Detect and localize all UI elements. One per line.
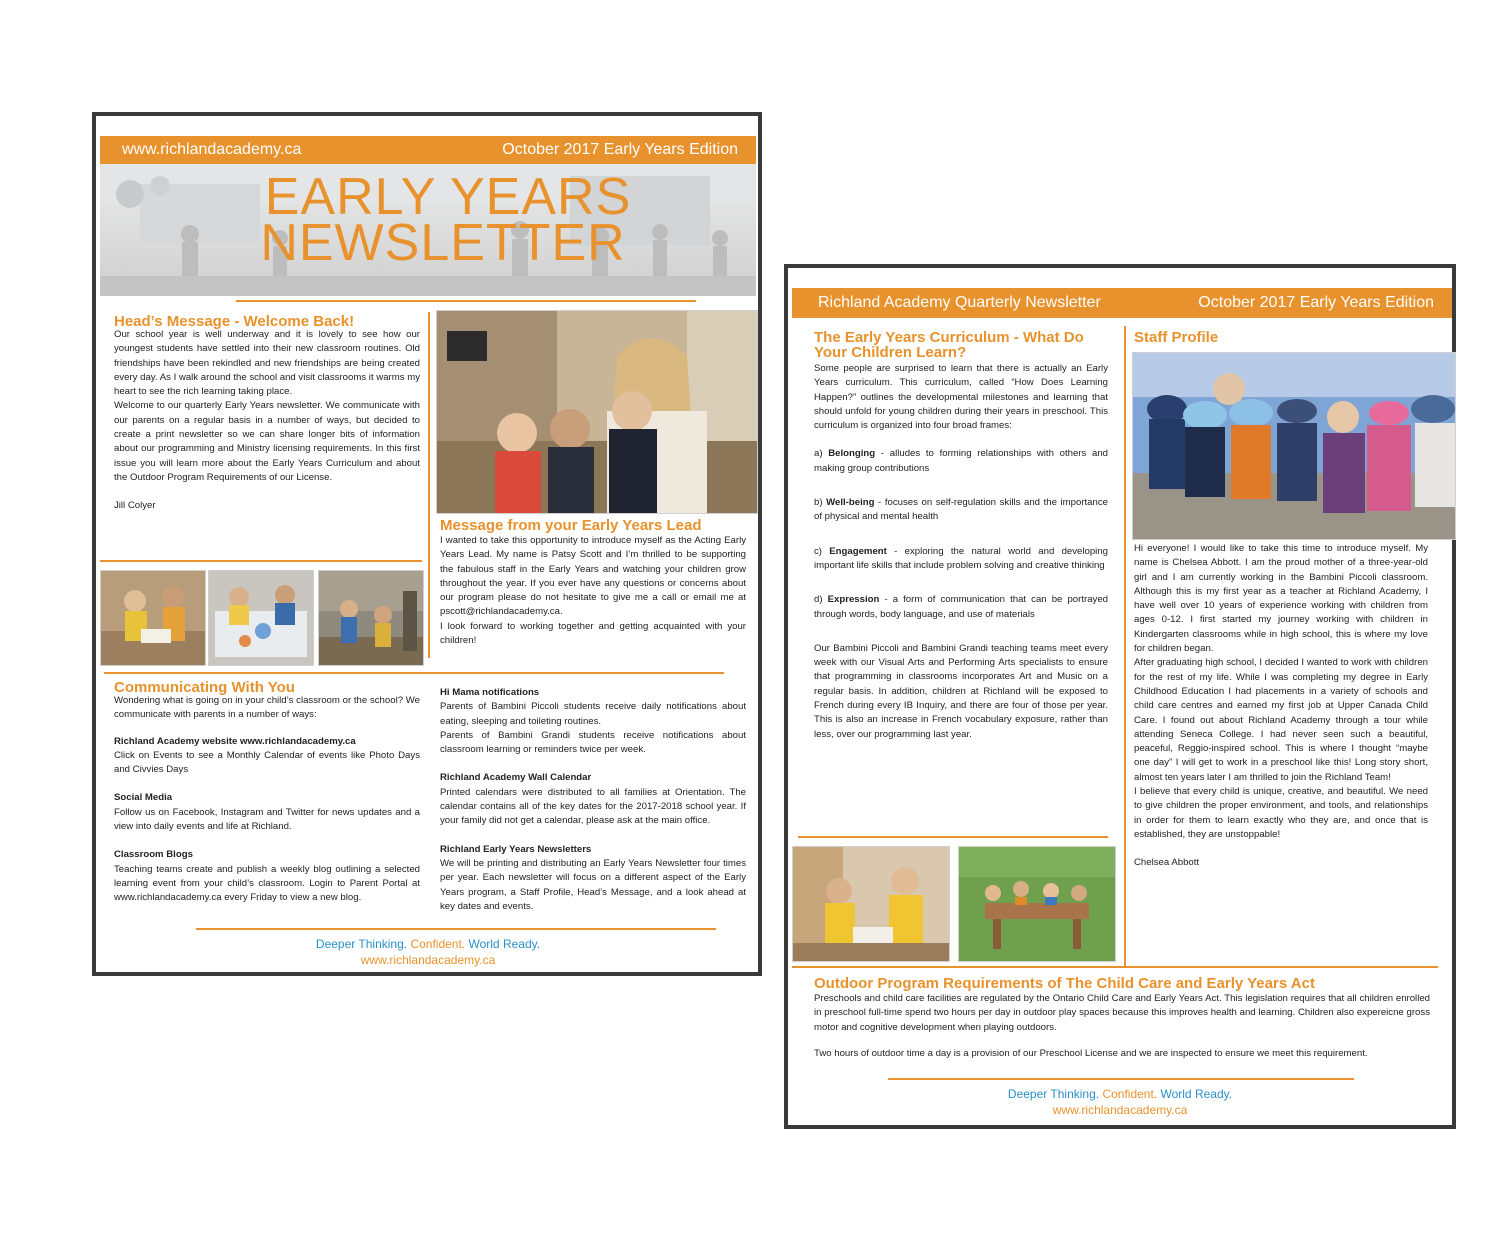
outdoor-body [814, 992, 1430, 1061]
heads-message-p2: Welcome to our quarterly Early Years newsletter. We communicate with our parents on a regular basis in a number of ways, but decided to create a print newsletter so we can share longer bits of information about our programming and Ministry licensing requirements. In this first issue you will learn more about the Early Years Curriculum and about the Outdoor Program Requirements of our License. [114, 400, 420, 483]
page1-header-bar [100, 136, 756, 164]
title-line-2: NEWSLETTER [260, 214, 626, 272]
page1-footer [96, 936, 760, 968]
comm-item-title: Social Media [114, 792, 173, 804]
outdoor-top-divider [792, 966, 1438, 968]
comm-item-body: Teaching teams create and publish a weekly blog outlining a selected learning event from your child’s classroom. Login to Parent Portal at www.richlandacademy.ca every Friday to view a new blog. [114, 863, 420, 904]
lead-message-p1: I wanted to take this opportunity to introduce myself as the Acting Early Years Lead. My name is Patsy Scott and I’m thrilled to be supporting the fabulous staff in the Early Years and watching your children grow throughout the year. If you ever have any questions or concerns about our program please do not hesitate to give me a call or email me at pscott@richlandacademy.ca. [440, 535, 746, 618]
comm-item-body: We will be printing and distributing an Early Years Newsletter four times per year. Each newsletter will focus on a different aspect of the Early Years program, a Staff Profile, Head’s Message, and a look ahead at key dates and events. [440, 857, 746, 912]
curriculum-closing: Our Bambini Piccoli and Bambini Grandi teaching teams meet every week with our Visual Arts and Performing Arts specialists to ensure that programming in classrooms incorporates Art and Music on a regular basis. In addition, children at Richland will be exposed to French during every IB Inquiry, and there are four of those per year. This is also an increase in French vocabulary exposure, rather than less, over our programming last year. [814, 642, 1108, 740]
comm-item-title: Richland Academy website www.richlandacademy.ca [114, 735, 356, 747]
frame-belonging: a) Belonging - alludes to forming relationships with others and making group contributions [814, 448, 1108, 474]
staff-profile-heading: Staff Profile [1134, 329, 1219, 346]
page2-footer [788, 1086, 1452, 1118]
lead-message-body [440, 534, 746, 648]
staff-profile-p1: Hi everyone! I would like to take this time to introduce myself. My name is Chelsea Abbott. I am the proud mother of a three-year-old girl and I am currently working in the Bambini Piccoli classroom. Although this is my first year as a teacher at Richland Academy, I have well over 10 years of experience working with children from ages 0-12. I first started my journey working with children in Kindergarten classrooms while in high school, this is where my love for children began. [1134, 543, 1428, 655]
comm-item-body-2: Parents of Bambini Grandi students receive notifications about classroom learning or reminders twice per week. [440, 729, 746, 756]
curriculum-intro: Some people are surprised to learn that there is actually an Early Years curriculum. This curriculum, called “How Does Learning Happen?” outlines the developmental milestones and learning that should unfold for young children during their years in preschool. This curriculum is organized into four broad frames: [814, 363, 1108, 432]
page2-column-divider [1124, 326, 1126, 966]
footer-divider [196, 928, 716, 930]
outdoor-heading: Outdoor Program Requirements of The Child Care and Early Years Act [814, 975, 1315, 992]
tagline-world-ready: World Ready. [1160, 1087, 1233, 1101]
mid-divider [104, 672, 724, 674]
lead-message-p2: I look forward to working together and getting acquainted with your children! [440, 620, 746, 647]
title-divider [236, 300, 696, 302]
communicating-right-column [440, 686, 746, 914]
classroom-photo-2 [208, 570, 314, 666]
tagline-confident: Confident. [410, 937, 466, 951]
page2-header-bar [792, 288, 1452, 318]
art-activity-photo [792, 846, 950, 962]
tagline-deeper: Deeper Thinking. [1007, 1087, 1100, 1101]
communicating-intro: Wondering what is going on in your child’s classroom or the school? We communicate with parents in a number of ways: [114, 695, 420, 721]
header-edition: October 2017 Early Years Edition [1198, 294, 1434, 311]
frame-well-being: b) Well-being - focuses on self-regulation skills and the importance of physical and mental health [814, 497, 1108, 523]
heads-message-p1: Our school year is well underway and it is lovely to see how our youngest students have settled into their new classroom routines. Old friendships have been rekindled and new friendships are being created every day. As I walk around the school and visit classrooms it warms my heart to see the rich learning taking place. [114, 329, 420, 398]
title-line-1: EARLY YEARS [264, 168, 632, 226]
heads-message-body [114, 328, 420, 514]
header-url[interactable]: www.richlandacademy.ca [122, 141, 302, 158]
comm-item-title: Richland Early Years Newsletters [440, 843, 592, 855]
staff-profile-p2: After graduating high school, I decided I wanted to work with children for the rest of my life. While I was completing my degree in Early Childhood Education I had placements in a variety of schools and child care centres and earned my first job at Upper Canada Child Care. I found out about Richland Academy through a tour while attending Seneca College. I had never seen such a beautiful, peaceful, Reggio-inspired school. This is where I thought “maybe one day” I will get to work in a preschool like this! Long story short, almost ten years later I am thrilled to join the Richland Team! [1134, 657, 1428, 783]
staff-profile-body [1134, 542, 1428, 871]
comm-item-title: Hi Mama notifications [440, 687, 540, 698]
newsletter-page-1 [92, 112, 762, 976]
picnic-table-photo [958, 846, 1116, 962]
footer-url[interactable]: www.richlandacademy.ca [360, 953, 496, 967]
staff-group-photo [1132, 352, 1456, 540]
newsletter-page-2 [784, 264, 1456, 1129]
frame-engagement: c) Engagement - exploring the natural world and developing important life skills that include problem solving and creative thinking [814, 545, 1108, 571]
comm-item-body: Click on Events to see a Monthly Calendar of events like Photo Days and Civvies Days [114, 749, 420, 776]
lead-message-heading: Message from your Early Years Lead [440, 517, 702, 534]
newsletter-title [96, 168, 760, 272]
header-publication: Richland Academy Quarterly Newsletter [818, 294, 1101, 311]
heads-message-divider [100, 560, 422, 562]
curriculum-body [814, 362, 1108, 742]
comm-item-title: Richland Academy Wall Calendar [440, 772, 592, 784]
comm-item-body: Follow us on Facebook, Instagram and Twitter for news updates and a view into daily events and life at Richland. [114, 806, 420, 833]
comm-item-title: Classroom Blogs [114, 849, 193, 861]
classroom-photo-3 [318, 570, 424, 666]
tagline-confident: Confident. [1102, 1087, 1158, 1101]
tagline-deeper: Deeper Thinking. [315, 937, 408, 951]
outdoor-p1: Preschools and child care facilities are regulated by the Ontario Child Care and Early Years Act. This legislation requires that all children enrolled in preschool full-time spend two hours per day in outdoor play spaces because this improves health and learning. Children also expereicne gross motor and cognitive development when playing outdoors. [814, 993, 1430, 1033]
page2-footer-divider [888, 1078, 1354, 1080]
communicating-heading: Communicating With You [114, 679, 295, 696]
classroom-photo-1 [100, 570, 206, 666]
header-edition: October 2017 Early Years Edition [502, 141, 738, 158]
staff-profile-signature: Chelsea Abbott [1134, 857, 1200, 869]
heads-message-signature: Jill Colyer [114, 500, 156, 512]
staff-profile-p3: I believe that every child is unique, creative, and beautiful. We need to give children the proper environment, and tools, and relationships in order for them to learn exactly who they are, and once that is established, they are unstoppable! [1134, 786, 1428, 840]
curriculum-heading: The Early Years Curriculum - What Do Your Children Learn? [814, 329, 1084, 361]
tagline-world-ready: World Ready. [468, 937, 541, 951]
frame-expression: d) Expression - a form of communication that can be portrayed through words, body language, and use of materials [814, 594, 1108, 620]
comm-item-body: Parents of Bambini Piccoli students receive daily notifications about eating, sleeping and toileting routines. [440, 701, 746, 727]
curriculum-divider [798, 836, 1108, 838]
communicating-left-column [114, 694, 420, 906]
column-divider [428, 312, 430, 658]
heads-message-heading: Head’s Message - Welcome Back! [114, 313, 355, 330]
teacher-children-photo [436, 310, 758, 514]
comm-item-body: Printed calendars were distributed to all families at Orientation. The calendar contains all of the key dates for the 2017-2018 school year. If your family did not get a calendar, please ask at the main office. [440, 786, 746, 827]
outdoor-p2: Two hours of outdoor time a day is a provision of our Preschool License and we are inspected to ensure we meet this requirement. [814, 1047, 1368, 1059]
footer-url[interactable]: www.richlandacademy.ca [1052, 1103, 1188, 1117]
